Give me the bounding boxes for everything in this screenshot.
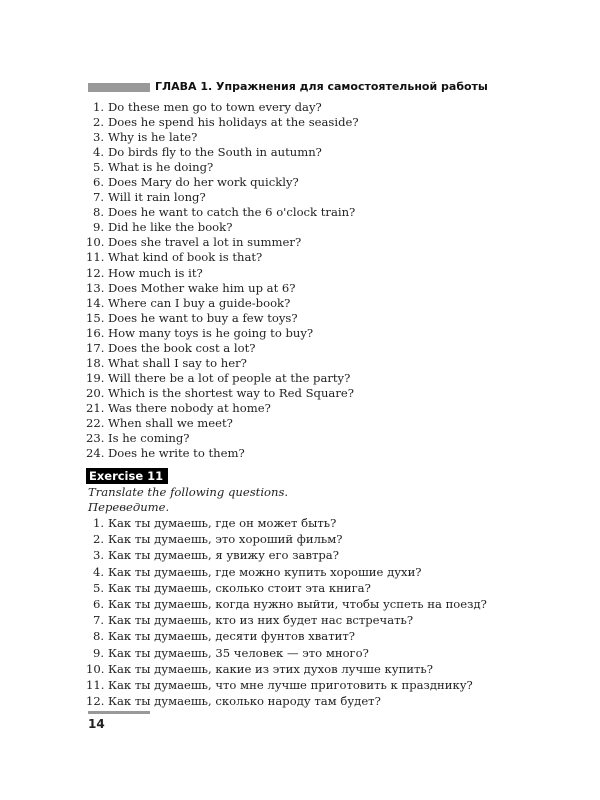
item-text: Как ты думаешь, где он может быть? bbox=[108, 516, 337, 530]
item-text: Does he spend his holidays at the seaside? bbox=[108, 115, 359, 130]
item-text: Does he write to them? bbox=[108, 446, 245, 461]
list-item bbox=[86, 145, 359, 160]
questions-list bbox=[86, 100, 359, 461]
item-number: 12. bbox=[86, 694, 105, 709]
list-item bbox=[86, 564, 487, 580]
item-number: 18. bbox=[86, 355, 105, 370]
item-number: 4. bbox=[92, 564, 104, 579]
item-text: Как ты думаешь, 35 человек — это много? bbox=[108, 645, 369, 660]
list-item bbox=[86, 677, 487, 693]
item-number: 15. bbox=[86, 310, 105, 325]
list-item bbox=[86, 235, 359, 250]
item-text: What shall I say to her? bbox=[108, 355, 247, 370]
list-item bbox=[86, 446, 359, 461]
item-number: 14. bbox=[86, 295, 105, 310]
list-item bbox=[86, 100, 359, 115]
item-number: 2. bbox=[92, 115, 104, 130]
item-number: 11. bbox=[86, 250, 105, 265]
item-text: Как ты думаешь, когда нужно выйти, чтобы успеть на поезд? bbox=[108, 596, 487, 611]
item-text: Как ты думаешь, я увижу его завтра? bbox=[108, 548, 339, 563]
item-text: Как ты думаешь, сколько стоит эта книга? bbox=[108, 580, 371, 595]
item-text: Which is the shortest way to Red Square? bbox=[108, 385, 354, 400]
list-item bbox=[86, 401, 359, 416]
item-number: 7. bbox=[92, 613, 104, 628]
list-item bbox=[86, 341, 359, 356]
item-text: What is he doing? bbox=[108, 160, 214, 175]
item-text: Will there be a lot of people at the party? bbox=[108, 370, 351, 385]
list-item bbox=[86, 628, 487, 644]
list-item bbox=[86, 580, 487, 596]
list-item bbox=[86, 266, 359, 281]
list-item bbox=[86, 220, 359, 235]
item-text: Как ты думаешь, что мне лучше приготовить к празднику? bbox=[108, 677, 473, 692]
item-text: Does he want to catch the 6 o'clock train? bbox=[108, 205, 356, 220]
item-text: Where can I buy a guide-book? bbox=[108, 295, 291, 310]
item-number: 3. bbox=[92, 130, 104, 145]
item-number: 16. bbox=[86, 325, 105, 340]
list-item bbox=[86, 531, 487, 547]
item-text: Does Mother wake him up at 6? bbox=[108, 280, 296, 295]
list-item bbox=[86, 515, 487, 531]
list-item bbox=[86, 596, 487, 612]
item-text: Do birds fly to the South in autumn? bbox=[108, 145, 322, 160]
item-number: 2. bbox=[92, 532, 104, 547]
list-item bbox=[86, 431, 359, 446]
item-text: How many toys is he going to buy? bbox=[108, 325, 314, 340]
list-item bbox=[86, 371, 359, 386]
item-text: What kind of book is that? bbox=[108, 250, 263, 265]
item-number: 10. bbox=[86, 235, 105, 250]
list-item bbox=[86, 547, 487, 563]
item-text: Will it rain long? bbox=[108, 190, 206, 205]
item-number: 6. bbox=[92, 175, 104, 190]
item-text: Why is he late? bbox=[108, 130, 198, 145]
item-number: 8. bbox=[92, 629, 104, 644]
exercise-items-list bbox=[86, 515, 487, 709]
item-text: Was there nobody at home? bbox=[108, 400, 271, 415]
item-number: 5. bbox=[92, 580, 104, 595]
list-item bbox=[86, 281, 359, 296]
item-number: 20. bbox=[86, 385, 105, 400]
instruction-en: Translate the following questions. bbox=[88, 485, 289, 499]
list-item bbox=[86, 190, 359, 205]
list-item bbox=[86, 205, 359, 220]
item-number: 7. bbox=[92, 190, 104, 205]
item-text: Как ты думаешь, десяти фунтов хватит? bbox=[108, 629, 355, 644]
list-item bbox=[86, 693, 487, 709]
item-text: Как ты думаешь, кто из них будет нас встречать? bbox=[108, 613, 414, 628]
list-item bbox=[86, 311, 359, 326]
chapter-header: ГЛАВА 1. Упражнения для самостоятельной работы bbox=[155, 80, 488, 93]
item-number: 24. bbox=[86, 446, 105, 461]
item-text: Does Mary do her work quickly? bbox=[108, 175, 299, 190]
list-item bbox=[86, 612, 487, 628]
item-number: 22. bbox=[86, 415, 105, 430]
item-text: When shall we meet? bbox=[108, 415, 233, 430]
list-item bbox=[86, 250, 359, 265]
item-number: 8. bbox=[92, 205, 104, 220]
instruction-ru: Переведите. bbox=[88, 500, 170, 514]
list-item bbox=[86, 416, 359, 431]
page-number: 14 bbox=[88, 717, 105, 731]
item-text: Does she travel a lot in summer? bbox=[108, 235, 302, 250]
header-bar bbox=[88, 83, 150, 92]
list-item bbox=[86, 356, 359, 371]
list-item bbox=[86, 115, 359, 130]
exercise-title: Exercise 11 bbox=[86, 468, 168, 484]
item-text: Как ты думаешь, какие из этих духов лучше купить? bbox=[108, 661, 433, 676]
item-text: Did he like the book? bbox=[108, 220, 233, 235]
list-item bbox=[86, 130, 359, 145]
list-item bbox=[86, 386, 359, 401]
item-text: Как ты думаешь, это хороший фильм? bbox=[108, 532, 343, 547]
item-number: 19. bbox=[86, 370, 105, 385]
item-number: 6. bbox=[92, 596, 104, 611]
list-item bbox=[86, 645, 487, 661]
item-number: 4. bbox=[92, 145, 104, 160]
item-number: 3. bbox=[92, 548, 104, 563]
item-number: 5. bbox=[92, 160, 104, 175]
item-text: Do these men go to town every day? bbox=[108, 100, 322, 114]
list-item bbox=[86, 175, 359, 190]
list-item bbox=[86, 160, 359, 175]
item-number: 23. bbox=[86, 431, 105, 446]
list-item bbox=[86, 296, 359, 311]
item-number: 11. bbox=[86, 677, 105, 692]
footer-bar bbox=[88, 711, 150, 714]
item-number: 9. bbox=[92, 645, 104, 660]
list-item bbox=[86, 326, 359, 341]
item-number: 13. bbox=[86, 280, 105, 295]
item-text: How much is it? bbox=[108, 265, 203, 280]
item-number: 17. bbox=[86, 340, 105, 355]
item-text: Как ты думаешь, где можно купить хорошие духи? bbox=[108, 564, 422, 579]
item-number: 12. bbox=[86, 265, 105, 280]
item-number: 10. bbox=[86, 661, 105, 676]
item-text: Does he want to buy a few toys? bbox=[108, 310, 298, 325]
item-number: 1. bbox=[92, 100, 104, 114]
item-number: 1. bbox=[92, 516, 104, 530]
list-item bbox=[86, 661, 487, 677]
item-text: Does the book cost a lot? bbox=[108, 340, 256, 355]
item-text: Is he coming? bbox=[108, 431, 190, 446]
item-number: 21. bbox=[86, 400, 105, 415]
item-number: 9. bbox=[92, 220, 104, 235]
item-text: Как ты думаешь, сколько народу там будет? bbox=[108, 694, 381, 709]
